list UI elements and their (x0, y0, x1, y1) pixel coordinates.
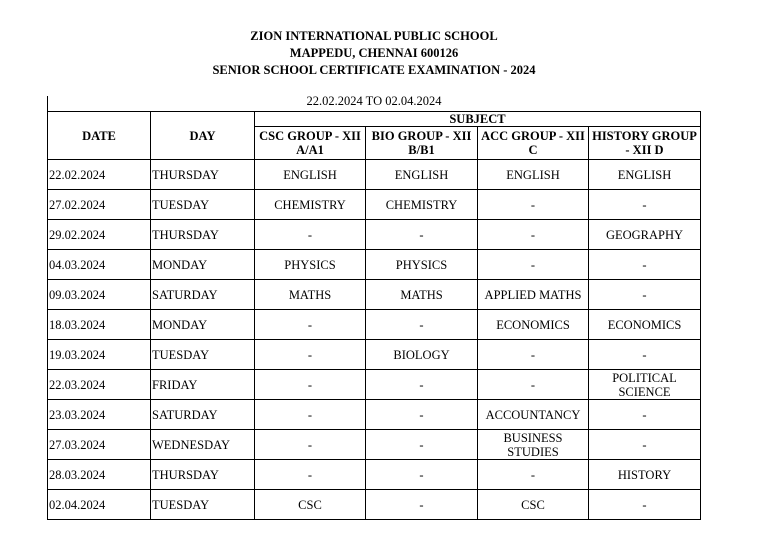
table-row (48, 460, 701, 490)
date-cell: 02.04.2024 (48, 490, 151, 520)
date-cell: 27.02.2024 (48, 190, 151, 220)
school-name: ZION INTERNATIONAL PUBLIC SCHOOL (250, 29, 498, 43)
table-row (48, 280, 701, 310)
subject-cell: - (478, 460, 589, 490)
date-cell: 22.03.2024 (48, 370, 151, 400)
exam-timetable (47, 111, 701, 520)
subject-cell: - (478, 190, 589, 220)
subject-cell: - (255, 340, 366, 370)
table-row (48, 340, 701, 370)
table-row (48, 220, 701, 250)
table-row (48, 250, 701, 280)
subject-cell: - (255, 460, 366, 490)
day-cell: THURSDAY (151, 160, 255, 190)
school-address: MAPPEDU, CHENNAI 600126 (289, 46, 459, 60)
header-day: DAY (151, 112, 255, 160)
date-cell: 29.02.2024 (48, 220, 151, 250)
subject-cell: - (255, 220, 366, 250)
subject-cell: - (366, 370, 478, 400)
header-group-acc: ACC GROUP - XII C (478, 127, 589, 160)
date-cell: 28.03.2024 (48, 460, 151, 490)
subject-cell: PHYSICS (255, 250, 366, 280)
subject-cell: APPLIED MATHS (478, 280, 589, 310)
day-cell: MONDAY (151, 250, 255, 280)
date-cell: 27.03.2024 (48, 430, 151, 460)
subject-cell: - (255, 430, 366, 460)
day-cell: SATURDAY (151, 400, 255, 430)
date-cell: 19.03.2024 (48, 340, 151, 370)
timetable-body (48, 160, 701, 520)
subject-cell: CSC (255, 490, 366, 520)
document-header (0, 28, 748, 79)
subject-cell: - (589, 190, 701, 220)
subject-cell: GEOGRAPHY (589, 220, 701, 250)
subject-cell: - (255, 370, 366, 400)
day-cell: MONDAY (151, 310, 255, 340)
subject-cell: MATHS (366, 280, 478, 310)
subject-cell: - (366, 460, 478, 490)
subject-cell: MATHS (255, 280, 366, 310)
table-row (48, 490, 701, 520)
subject-cell: - (478, 340, 589, 370)
subject-cell: - (478, 250, 589, 280)
header-group-csc: CSC GROUP - XII A/A1 (255, 127, 366, 160)
day-cell: THURSDAY (151, 460, 255, 490)
subject-cell: CHEMISTRY (255, 190, 366, 220)
table-row (48, 190, 701, 220)
subject-cell: - (589, 280, 701, 310)
day-cell: TUESDAY (151, 340, 255, 370)
subject-cell: CHEMISTRY (366, 190, 478, 220)
subject-cell: - (255, 310, 366, 340)
subject-cell: - (589, 430, 701, 460)
date-cell: 18.03.2024 (48, 310, 151, 340)
subject-cell: BIOLOGY (366, 340, 478, 370)
subject-cell: - (589, 490, 701, 520)
subject-cell: ENGLISH (255, 160, 366, 190)
subject-cell: ACCOUNTANCY (478, 400, 589, 430)
header-date: DATE (48, 112, 151, 160)
exam-title: SENIOR SCHOOL CERTIFICATE EXAMINATION - 2024 (212, 63, 536, 77)
subject-cell: HISTORY (589, 460, 701, 490)
subject-cell: - (366, 430, 478, 460)
day-cell: TUESDAY (151, 190, 255, 220)
subject-cell: - (478, 220, 589, 250)
subject-cell: ECONOMICS (589, 310, 701, 340)
subject-cell: - (366, 310, 478, 340)
subject-cell: ENGLISH (478, 160, 589, 190)
table-row (48, 310, 701, 340)
table-row (48, 430, 701, 460)
date-cell: 22.02.2024 (48, 160, 151, 190)
date-cell: 04.03.2024 (48, 250, 151, 280)
header-group-history: HISTORY GROUP - XII D (589, 127, 701, 160)
day-cell: TUESDAY (151, 490, 255, 520)
subject-cell: - (255, 400, 366, 430)
subject-cell: - (589, 340, 701, 370)
subject-cell: ECONOMICS (478, 310, 589, 340)
date-cell: 23.03.2024 (48, 400, 151, 430)
subject-cell: - (478, 370, 589, 400)
subject-cell: - (589, 250, 701, 280)
day-cell: THURSDAY (151, 220, 255, 250)
subject-cell: BUSINESS STUDIES (478, 430, 589, 460)
header-subject: SUBJECT (255, 112, 701, 127)
date-cell: 09.03.2024 (48, 280, 151, 310)
subject-cell: - (366, 220, 478, 250)
table-row (48, 160, 701, 190)
table-row (48, 370, 701, 400)
subject-cell: CSC (478, 490, 589, 520)
table-row (48, 400, 701, 430)
day-cell: SATURDAY (151, 280, 255, 310)
subject-cell: ENGLISH (589, 160, 701, 190)
subject-cell: - (589, 400, 701, 430)
subject-cell: - (366, 400, 478, 430)
header-group-bio: BIO GROUP - XII B/B1 (366, 127, 478, 160)
subject-cell: POLITICAL SCIENCE (589, 370, 701, 400)
subject-cell: ENGLISH (366, 160, 478, 190)
day-cell: WEDNESDAY (151, 430, 255, 460)
date-range: 22.02.2024 TO 02.04.2024 (306, 94, 442, 108)
subject-cell: - (366, 490, 478, 520)
subject-cell: PHYSICS (366, 250, 478, 280)
day-cell: FRIDAY (151, 370, 255, 400)
